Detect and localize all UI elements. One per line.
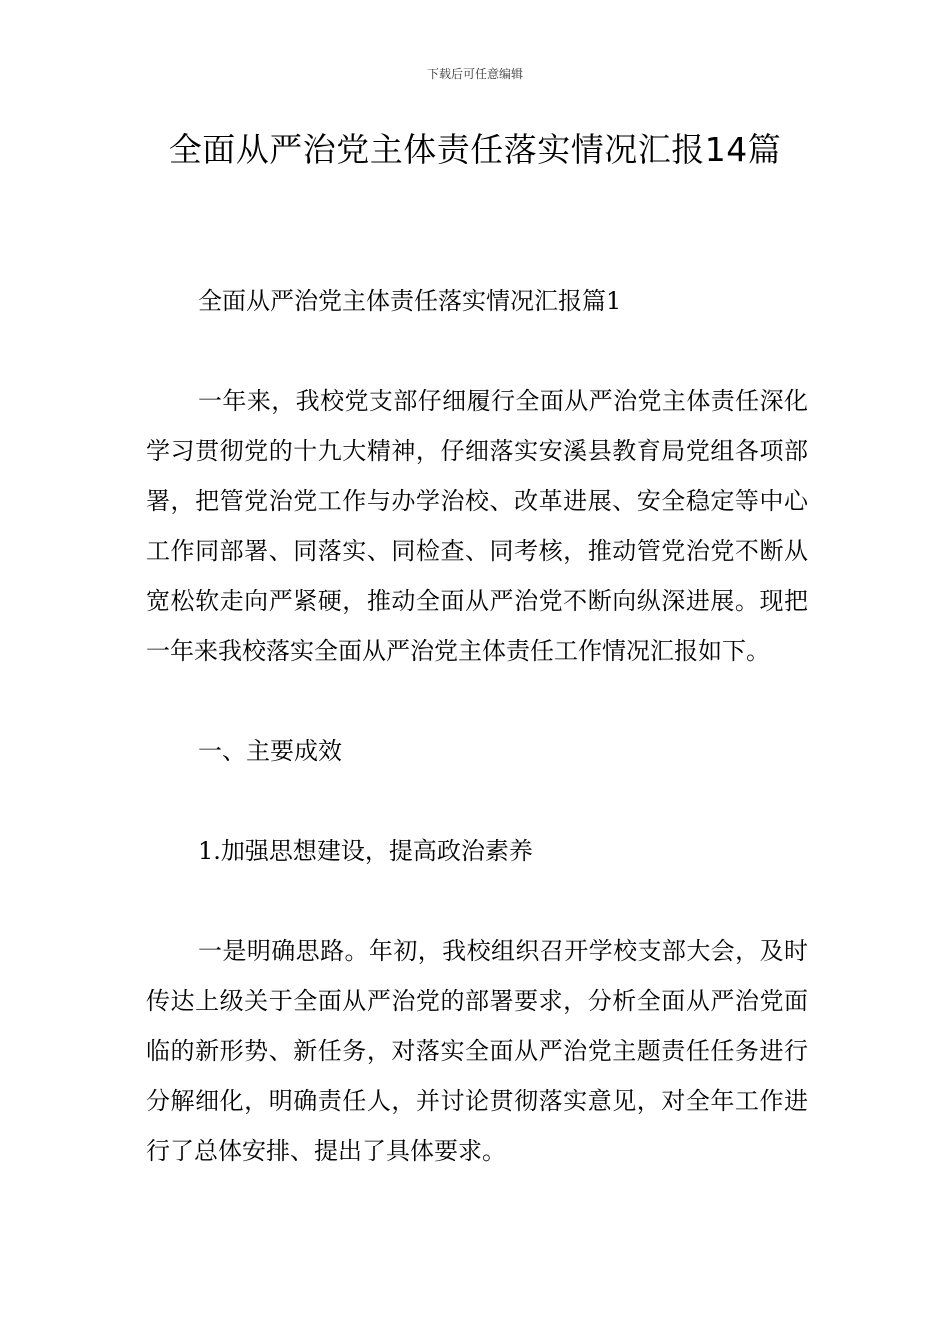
paragraph-gap xyxy=(146,876,808,926)
body-paragraph: 一是明确思路。年初，我校组织召开学校支部大会，及时传达上级关于全面从严治党的部署要求，分析全面从严治党面临的新形势、新任务，对落实全面从严治党主题责任任务进行分解细化，明确责任人，并讨论贯彻落实意见，对全年工作进行了总体安排、提出了具体要求。 xyxy=(146,937,808,1165)
heading-main-results: 一、主要成效 xyxy=(198,737,342,765)
paragraph-gap xyxy=(146,326,808,376)
header-note: 下载后可任意编辑 xyxy=(426,67,523,81)
section-title: 全面从严治党主体责任落实情况汇报篇1 xyxy=(198,287,622,315)
document-title: 全面从严治党主体责任落实情况汇报14篇 xyxy=(168,130,782,169)
paragraph-gap xyxy=(146,776,808,826)
document-body xyxy=(146,276,808,1176)
paragraph-gap xyxy=(146,676,808,726)
intro-paragraph: 一年来，我校党支部仔细履行全面从严治党主体责任深化学习贯彻党的十九大精神，仔细落实安溪县教育局党组各项部署，把管党治党工作与办学治校、改革进展、安全稳定等中心工作同部署、同落实、同检查、同考核，推动管党治党不断从宽松软走向严紧硬，推动全面从严治党不断向纵深进展。现把一年来我校落实全面从严治党主体责任工作情况汇报如下。 xyxy=(146,387,808,665)
heading-ideological-building: 1.加强思想建设，提高政治素养 xyxy=(198,837,533,865)
